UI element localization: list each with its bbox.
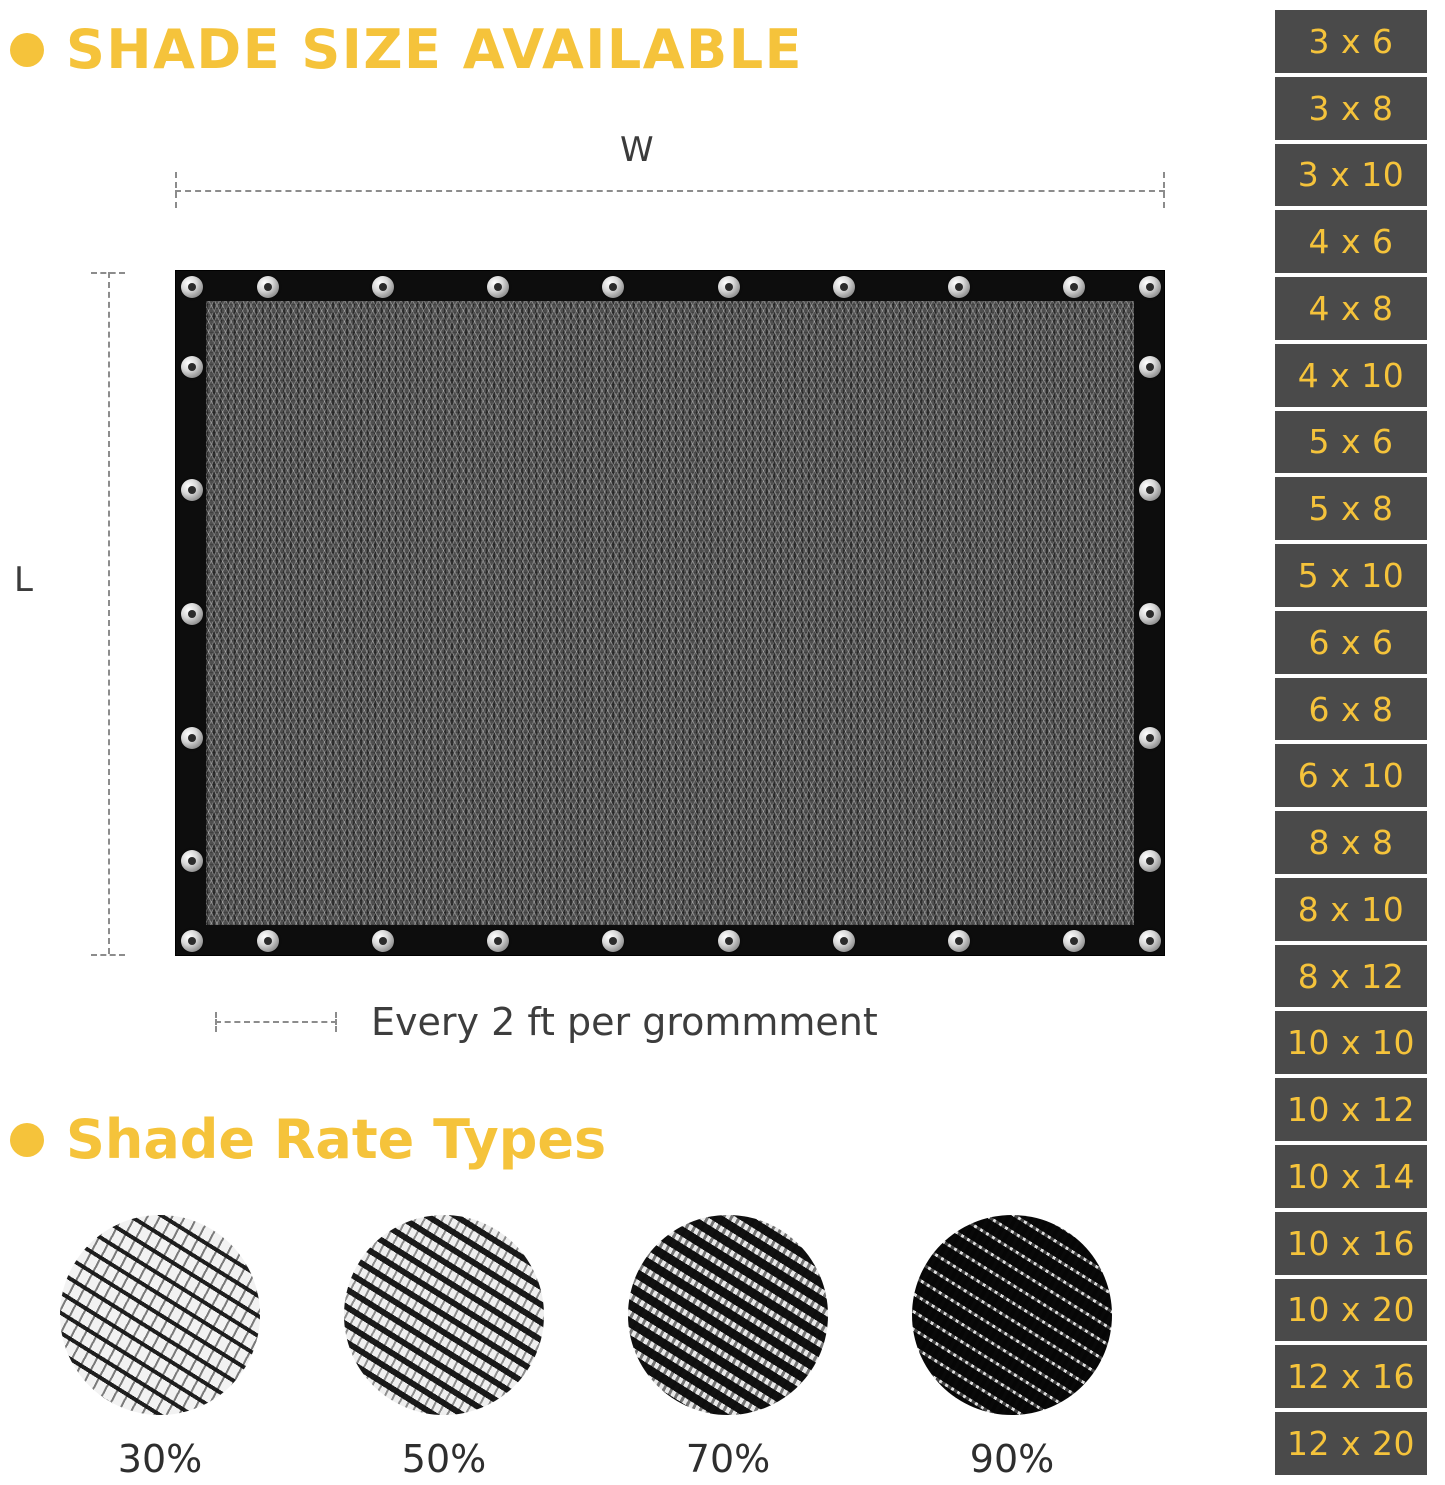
grommet-right <box>1139 727 1161 749</box>
bullet-dot-icon <box>10 33 44 67</box>
grommet-bottom <box>372 930 394 952</box>
width-dimension-line <box>175 190 1165 193</box>
heading-shade-size <box>10 18 803 81</box>
size-chip[interactable]: 8 x 12 <box>1275 945 1427 1008</box>
grommet-corner-top-right <box>1139 276 1161 298</box>
bullet-dot-icon <box>10 1123 44 1157</box>
size-chip[interactable]: 5 x 10 <box>1275 544 1427 607</box>
grommet-top <box>1063 276 1085 298</box>
shade-cloth-panel <box>175 270 1165 956</box>
size-chip[interactable]: 4 x 10 <box>1275 344 1427 407</box>
grommet-bottom <box>718 930 740 952</box>
grommet-bottom <box>833 930 855 952</box>
length-dimension-tick-top <box>91 272 125 274</box>
grommet-top <box>257 276 279 298</box>
grommet-corner-bottom-right <box>1139 930 1161 952</box>
grommet-top <box>602 276 624 298</box>
width-dimension-tick-left <box>175 172 177 208</box>
shade-rate-swatch-70 <box>628 1215 828 1415</box>
heading-shade-size-label: SHADE SIZE AVAILABLE <box>66 18 804 81</box>
grommet-bottom <box>602 930 624 952</box>
grommet-spacing-text: Every 2 ft per grommment <box>371 1000 878 1044</box>
grommet-bottom <box>1063 930 1085 952</box>
shade-rate-label: 30% <box>117 1437 203 1481</box>
grommet-top <box>487 276 509 298</box>
grommet-spacing-note <box>215 1000 878 1044</box>
shade-rate-item <box>912 1215 1112 1481</box>
grommet-top <box>718 276 740 298</box>
grommet-right <box>1139 356 1161 378</box>
size-chip[interactable]: 12 x 20 <box>1275 1412 1427 1475</box>
shade-rate-label: 70% <box>685 1437 771 1481</box>
size-chip[interactable]: 12 x 16 <box>1275 1345 1427 1408</box>
grommet-bottom <box>487 930 509 952</box>
grommet-spacing-line <box>215 1012 337 1032</box>
size-chip[interactable]: 10 x 16 <box>1275 1212 1427 1275</box>
width-dimension-tick-right <box>1163 172 1165 208</box>
shade-rate-swatch-30 <box>60 1215 260 1415</box>
size-chip[interactable]: 4 x 8 <box>1275 277 1427 340</box>
width-dimension-label: W <box>620 130 654 170</box>
shade-rate-label: 50% <box>401 1437 487 1481</box>
size-chip[interactable]: 3 x 10 <box>1275 144 1427 207</box>
size-chip[interactable]: 6 x 6 <box>1275 611 1427 674</box>
size-chip[interactable]: 10 x 10 <box>1275 1011 1427 1074</box>
shade-size-list <box>1275 10 1427 1475</box>
size-chip[interactable]: 10 x 12 <box>1275 1078 1427 1141</box>
grommet-right <box>1139 603 1161 625</box>
heading-shade-rate <box>10 1108 606 1171</box>
size-chip[interactable]: 3 x 6 <box>1275 10 1427 73</box>
grommet-corner-bottom-left <box>181 930 203 952</box>
grommet-left <box>181 479 203 501</box>
shade-rate-swatch-50 <box>344 1215 544 1415</box>
size-chip[interactable]: 6 x 10 <box>1275 744 1427 807</box>
size-chip[interactable]: 8 x 10 <box>1275 878 1427 941</box>
grommet-top <box>372 276 394 298</box>
length-dimension-label: L <box>14 560 33 600</box>
shade-rate-item <box>344 1215 544 1481</box>
size-chip[interactable]: 5 x 8 <box>1275 477 1427 540</box>
grommet-left <box>181 850 203 872</box>
length-dimension-tick-bottom <box>91 954 125 956</box>
shade-rate-label: 90% <box>969 1437 1055 1481</box>
grommet-left <box>181 727 203 749</box>
shade-rate-swatch-90 <box>912 1215 1112 1415</box>
size-chip[interactable]: 8 x 8 <box>1275 811 1427 874</box>
heading-shade-rate-label: Shade Rate Types <box>66 1108 607 1171</box>
shade-rate-item <box>628 1215 828 1481</box>
size-chip[interactable]: 4 x 6 <box>1275 210 1427 273</box>
size-chip[interactable]: 3 x 8 <box>1275 77 1427 140</box>
grommet-right <box>1139 850 1161 872</box>
grommet-left <box>181 356 203 378</box>
shade-cloth-diagram <box>0 120 1250 1080</box>
size-chip[interactable]: 10 x 14 <box>1275 1145 1427 1208</box>
shade-rate-item <box>60 1215 260 1481</box>
grommet-right <box>1139 479 1161 501</box>
shade-rate-swatch-list <box>60 1215 1200 1481</box>
size-chip[interactable]: 10 x 20 <box>1275 1279 1427 1342</box>
grommet-bottom <box>257 930 279 952</box>
grommet-top <box>948 276 970 298</box>
grommet-bottom <box>948 930 970 952</box>
size-chip[interactable]: 6 x 8 <box>1275 678 1427 741</box>
size-chip[interactable]: 5 x 6 <box>1275 411 1427 474</box>
length-dimension-line <box>108 272 111 954</box>
grommet-left <box>181 603 203 625</box>
grommet-corner-top-left <box>181 276 203 298</box>
grommet-top <box>833 276 855 298</box>
shade-cloth-mesh <box>206 301 1134 925</box>
